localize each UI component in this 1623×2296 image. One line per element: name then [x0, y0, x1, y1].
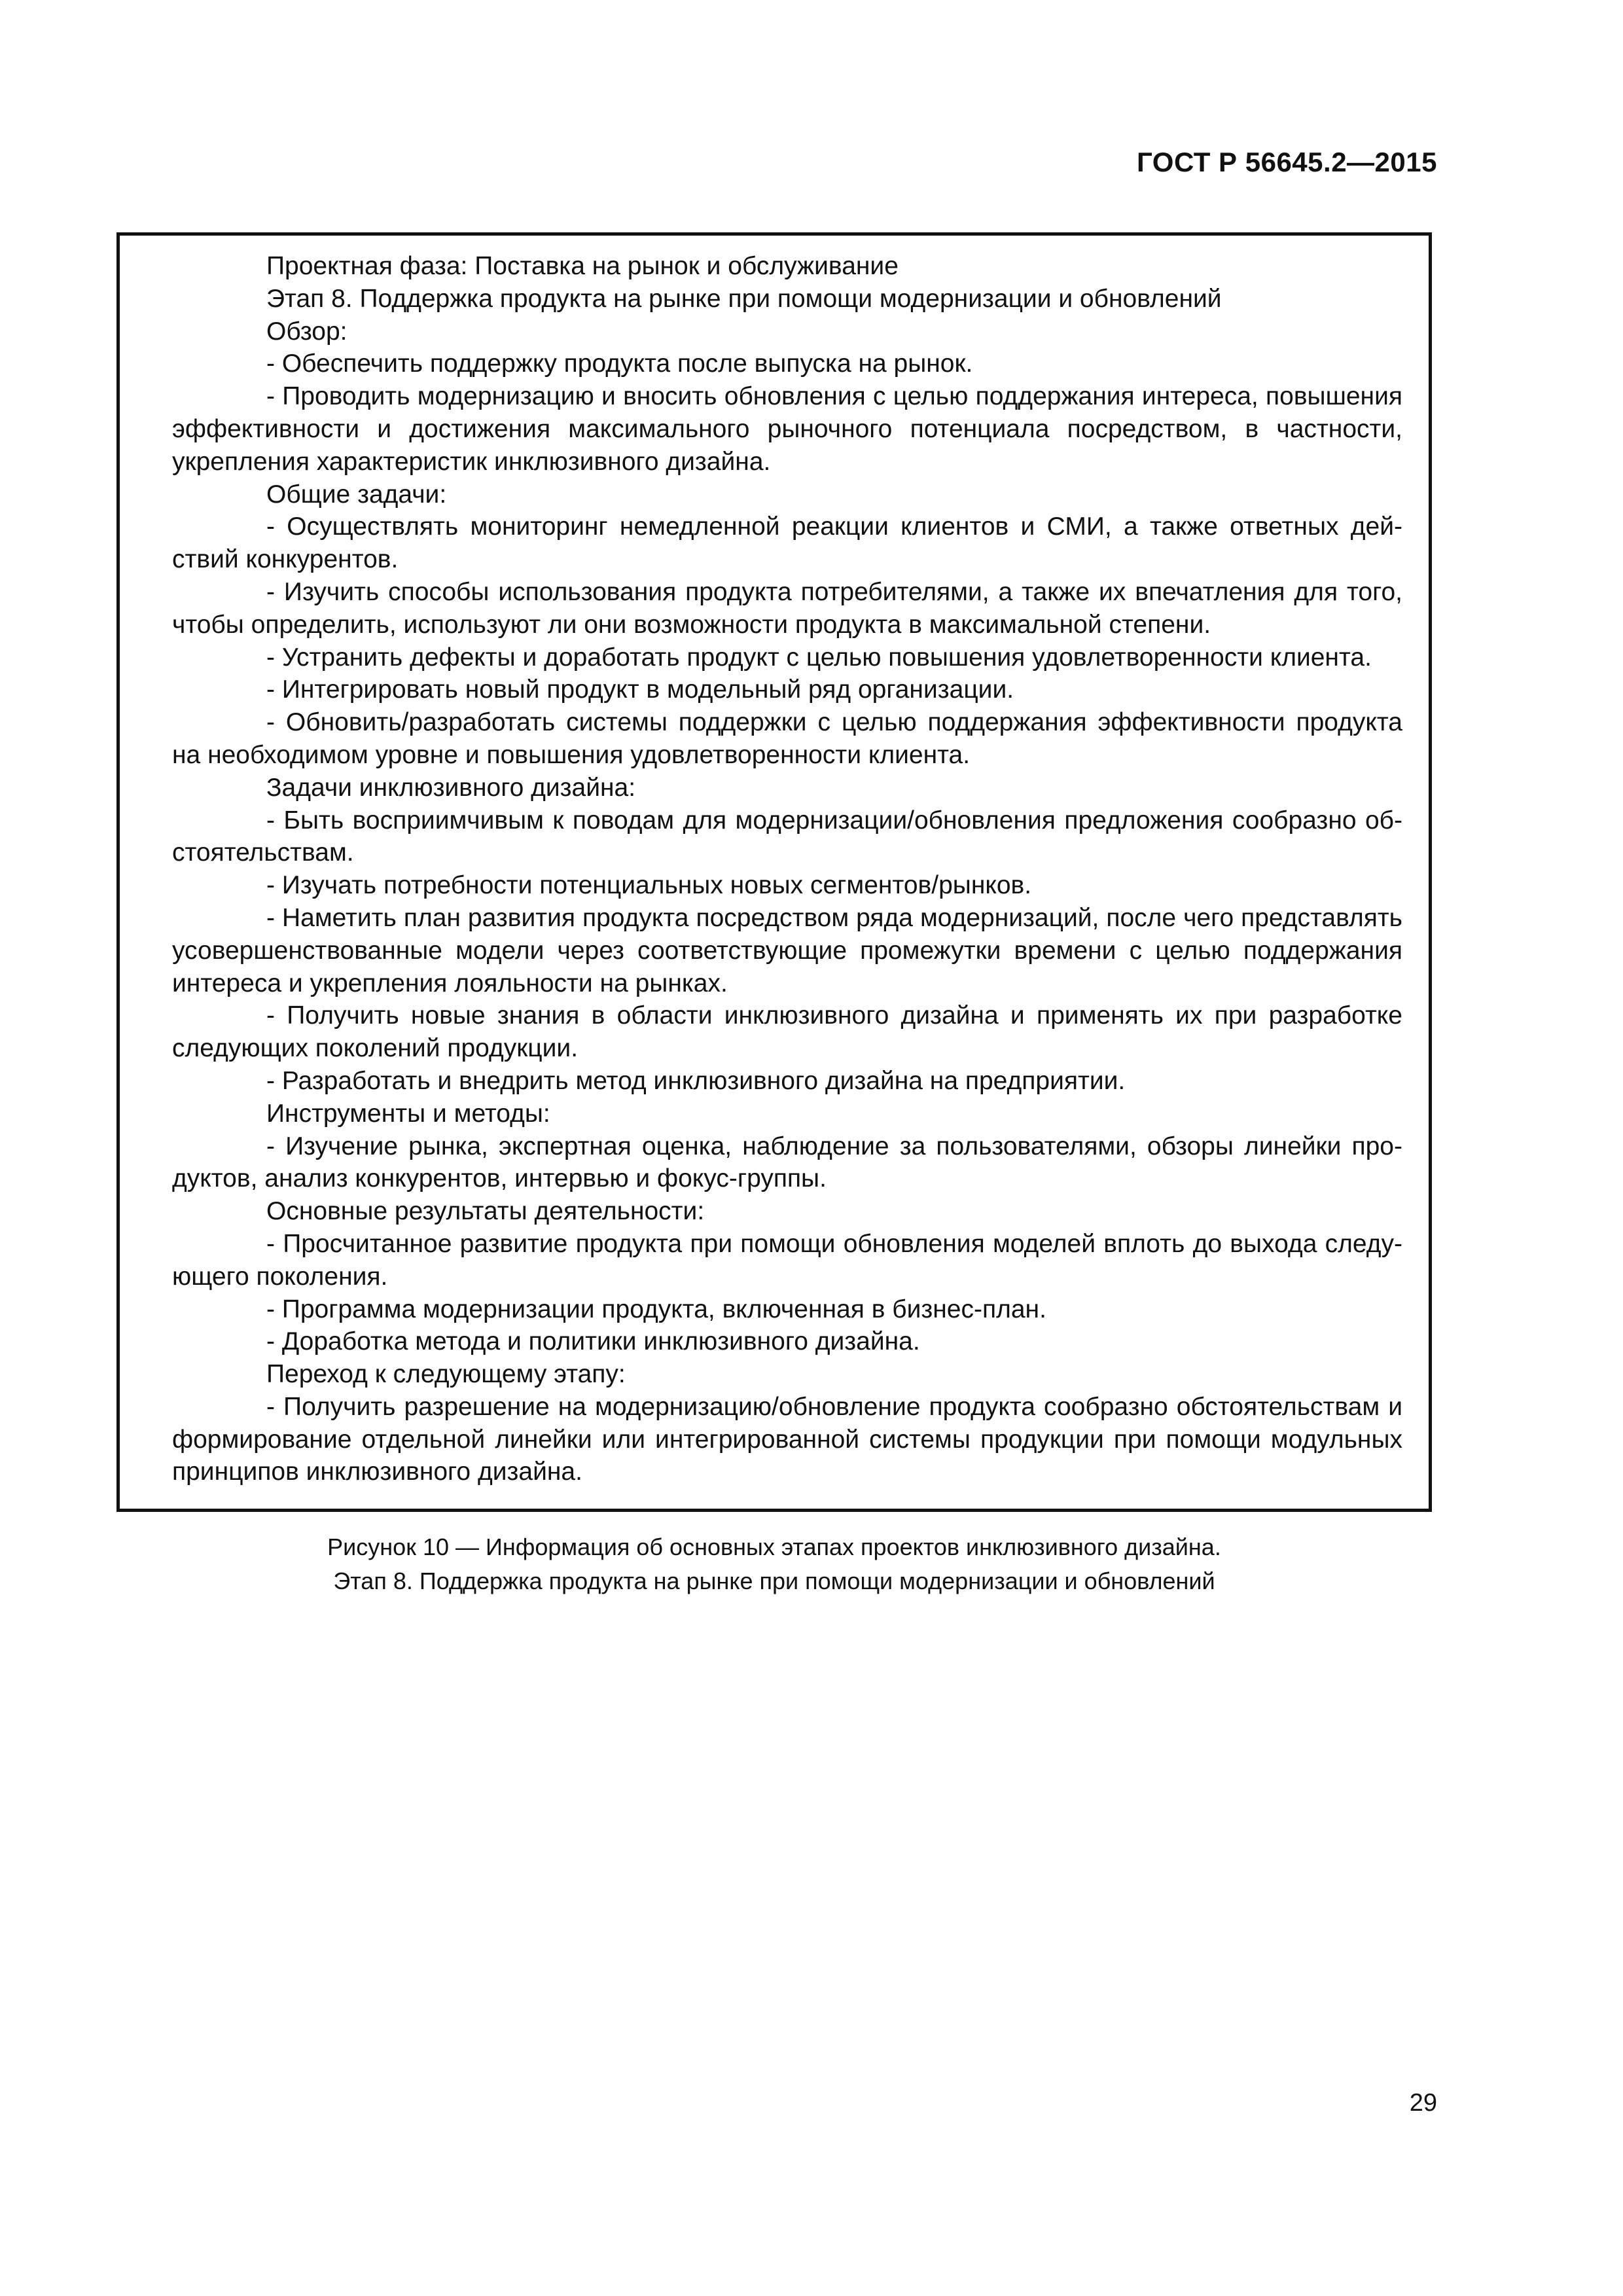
list-item: - Программа модернизации продукта, включенная в бизнес-план.: [266, 1295, 1046, 1323]
section-heading-inclusive-design-tasks: Задачи инклюзивного дизайна:: [266, 773, 636, 802]
page-number: 29: [1409, 2089, 1437, 2117]
figure-caption-subtitle: Этап 8. Поддержка продукта на рынке при помощи модернизации и обновлений: [333, 1568, 1215, 1594]
list-item: - Получить новые знания в области инклюзивного дизайна и применять их при разработке следующих поколений продукции.: [172, 1001, 1402, 1063]
project-phase-line: Проектная фаза: Поставка на рынок и обслуживание: [266, 252, 899, 280]
list-item: - Обеспечить поддержку продукта после выпуска на рынок.: [266, 350, 973, 378]
list-item: - Изучить способы использования продукта потребителями, а также их впечатления для того, чтобы определить, используют ли они возможности продукта в максимальной степени.: [172, 577, 1402, 639]
list-item: - Разработать и внедрить метод инклюзивного дизайна на предприятии.: [266, 1066, 1126, 1095]
list-item: - Изучать потребности потенциальных новых сегментов/рынков.: [266, 871, 1032, 900]
section-heading-general-tasks: Общие задачи:: [266, 480, 447, 509]
section-heading-next-stage: Переход к следующему этапу:: [266, 1360, 626, 1389]
list-item: - Устранить дефекты и доработать продукт с целью повышения удовлетворенности клиента.: [266, 643, 1372, 672]
list-item: - Получить разрешение на модернизацию/обновление продукта сообразно обстоятельствам и формирование отдельной линейки или интегрированной системы продукции при помощи модульных принципов инклюзивного дизайна.: [172, 1392, 1402, 1486]
figure-content-box: [116, 232, 1432, 1512]
figure-caption-title: Рисунок 10 — Информация об основных этапах проектов инклюзивного дизайна.: [327, 1534, 1221, 1560]
section-heading-tools-methods: Инструменты и методы:: [266, 1099, 550, 1128]
list-item: - Быть восприимчивым к поводам для модернизации/обновления предложения сообразно обстоятельствам.: [172, 806, 1402, 867]
stage-title-line: Этап 8. Поддержка продукта на рынке при помощи модернизации и обновлений: [266, 284, 1222, 313]
list-item: - Интегрировать новый продукт в модельный ряд организации.: [266, 675, 1014, 704]
list-item: - Обновить/разработать системы поддержки с целью поддержания эффективности продукта на необходимом уровне и повышения удовлетворенности клиента.: [172, 708, 1402, 769]
list-item: - Доработка метода и политики инклюзивного дизайна.: [266, 1327, 920, 1356]
section-heading-key-results: Основные результаты деятельности:: [266, 1197, 705, 1226]
section-heading-overview: Обзор:: [266, 317, 348, 346]
figure-caption: [116, 1530, 1432, 1598]
list-item: - Осуществлять мониторинг немедленной реакции клиентов и СМИ, а также ответных действий конкурентов.: [172, 512, 1402, 574]
list-item: - Изучение рынка, экспертная оценка, наблюдение за пользователями, обзоры линейки продуктов, анализ конкурентов, интервью и фокус-группы.: [172, 1132, 1402, 1193]
list-item: - Проводить модернизацию и вносить обновления с целью поддержания интереса, повышения эффективности и достижения максимального рыночного потенциала посредством, в частности, укрепления характеристик инклюзивного дизайна.: [172, 382, 1402, 476]
list-item: - Наметить план развития продукта посредством ряда модернизаций, после чего представлять усовершенствованные модели через соответствующие промежутки времени с целью поддержания интереса и укрепления лояльности на рынках.: [172, 903, 1402, 997]
list-item: - Просчитанное развитие продукта при помощи обновления моделей вплоть до выхода следующего поколения.: [172, 1229, 1402, 1291]
standard-code-header: ГОСТ Р 56645.2—2015: [1137, 147, 1437, 177]
